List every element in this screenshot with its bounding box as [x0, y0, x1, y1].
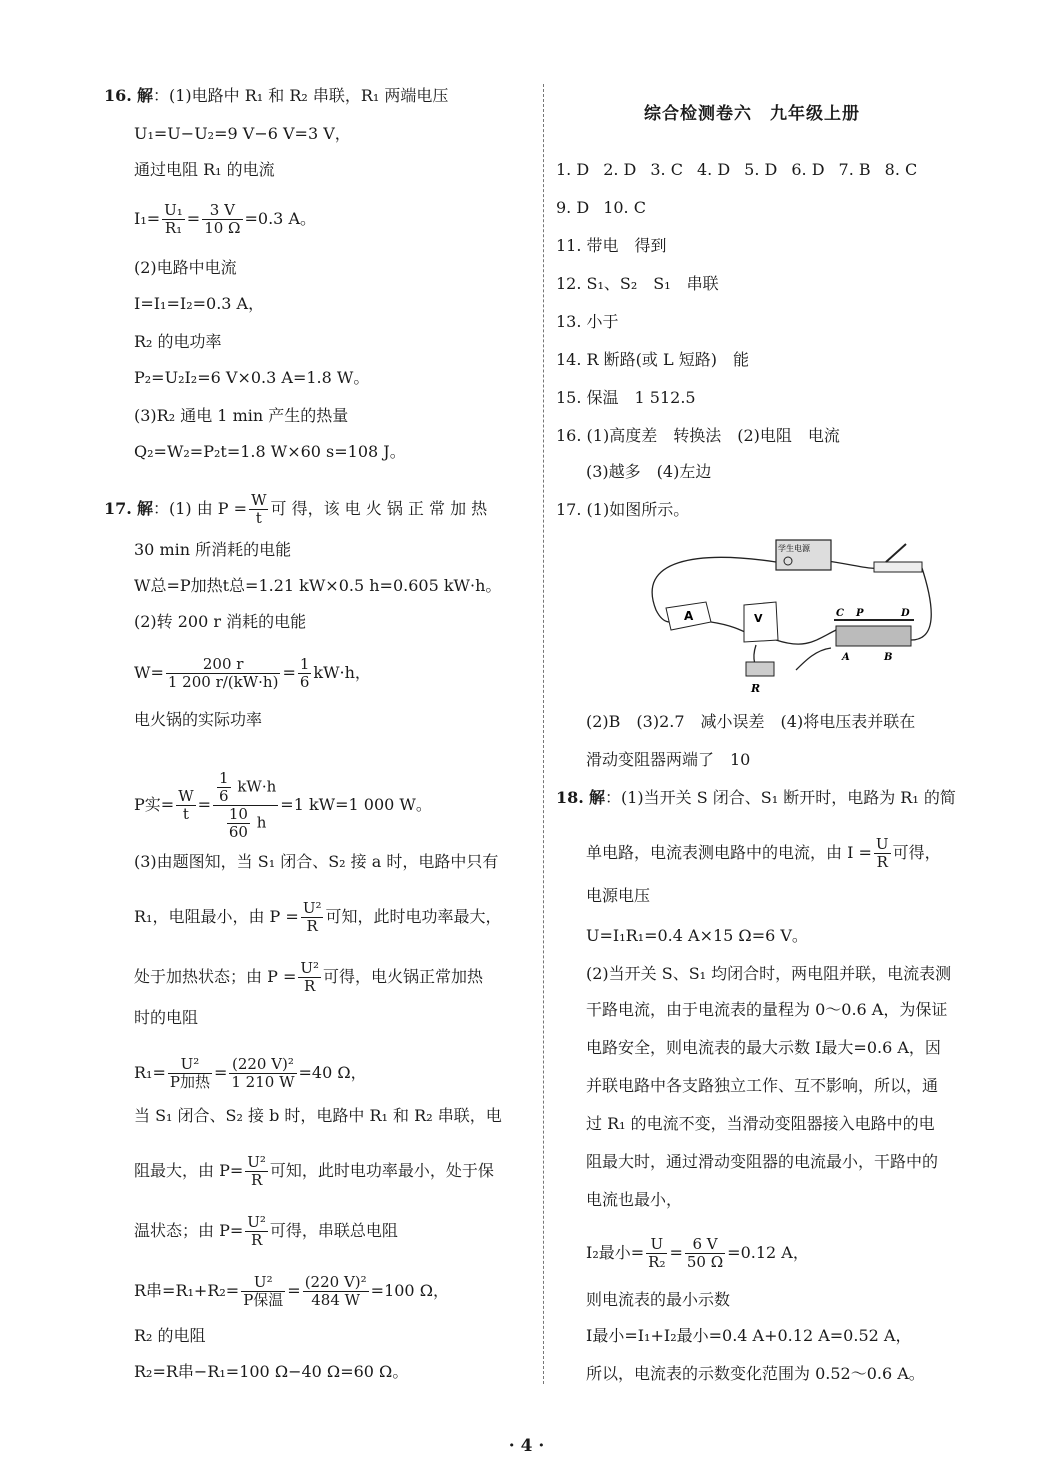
q18-line-5: (2)当开关 S、S₁ 均闭合时，两电阻并联，电流表测: [586, 964, 952, 983]
column-divider: [543, 84, 544, 1384]
wire-r-rheostat: [796, 648, 831, 670]
rheostat: [834, 608, 914, 663]
q16-line-2: U₁=U−U₂=9 V−6 V=3 V，: [134, 124, 351, 143]
fraction: $\frac{\text{U²}}{\text{P保温}}$: [243, 1273, 284, 1309]
q17-line-6: 电火锅的实际功率: [134, 710, 263, 729]
q18-line-14: I最小=I₁+I₂最小=0.4 A+0.12 A=0.52 A，: [586, 1326, 912, 1345]
q17-line-18: R₂=R串−R₁=100 Ω−40 Ω=60 Ω。: [134, 1362, 409, 1381]
answer-16-line-1: 16. (1)高度差 转换法 (2)电阻 电流: [556, 426, 840, 445]
q18-line-1: 18. 解：(1)当开关 S 闭合、S₁ 断开时，电路为 R₁ 的简: [556, 788, 956, 807]
answer-17-line-1: 17. (1)如图所示。: [556, 500, 690, 519]
q17-line-16: R串=R₁+R₂= $\frac{\text{U²}}{\text{P保温}}$ = $\frac{\text{(220 V)²}}{484 W}$ =100 Ω，: [134, 1273, 449, 1309]
fraction: $\frac{6 V}{50 \Omega}$: [686, 1235, 724, 1271]
q17-line-13: 当 S₁ 闭合、S₂ 接 b 时，电路中 R₁ 和 R₂ 串联，电: [134, 1106, 502, 1125]
fraction: $\frac{U}{R}$: [875, 835, 889, 871]
q17-line-12: R₁= $\frac{\text{U²}}{\text{P加热}}$ = $\frac{\text{(220 V)²}}{1 210 W}$ =40 Ω，: [134, 1055, 367, 1091]
svg-text:R: R: [751, 682, 761, 695]
q16-line-4: I₁= $\frac{\text{U₁}}{\text{R₁}}$ = $\frac{3 V}{10 \Omega}$ =0.3 A。: [134, 201, 316, 237]
q16-line-6: I=I₁=I₂=0.3 A，: [134, 294, 265, 313]
fraction: $\frac{W}{t}$: [178, 787, 194, 823]
q18-line-2: 单电路，电流表测电路中的电流，由 I = $\frac{U}{R}$ 可得，: [586, 835, 941, 871]
q17-line-8: (3)由题图知，当 S₁ 闭合、S₂ 接 a 时，电路中只有: [134, 852, 499, 871]
answer-12: 12. S₁、S₂ S₁ 串联: [556, 274, 719, 293]
q18-line-3: 电源电压: [586, 886, 651, 905]
svg-text:B: B: [884, 652, 893, 663]
fraction: $\frac{U}{\text{R₂}}$: [648, 1235, 666, 1271]
circuit-diagram: [636, 530, 936, 698]
svg-text:学生电源: 学生电源: [778, 544, 810, 553]
fraction: $\frac{1}{6}$: [299, 655, 310, 691]
power-supply: [776, 540, 831, 570]
fraction: $\frac{\text{(220 V)²}}{1 210 W}$: [231, 1055, 295, 1091]
q17-line-3: W总=P加热t总=1.21 kW×0.5 h=0.605 kW·h。: [134, 576, 502, 595]
q17-line-14: 阻最大，由 P= $\frac{\text{U²}}{R}$ 可知，此时电功率最小，处于保: [134, 1153, 494, 1189]
fraction: $\frac{\text{U₁}}{\text{R₁}}$: [164, 201, 183, 237]
q16-line-8: P₂=U₂I₂=6 V×0.3 A=1.8 W。: [134, 368, 370, 387]
q18-line-7: 电路安全，则电流表的最大示数 I最大=0.6 A，因: [586, 1038, 941, 1057]
fraction: $\frac{\text{U²}}{R}$: [247, 1213, 266, 1249]
voltmeter: [744, 602, 778, 642]
answer-11: 11. 带电 得到: [556, 236, 667, 255]
svg-text:P: P: [856, 608, 864, 619]
q17-line-1: 17. 解：(1) 由 P = $\frac{W}{t}$ 可 得，该 电 火 锅 正 常 加 热: [104, 491, 488, 527]
q18-line-15: 所以，电流表的示数变化范围为 0.52～0.6 A。: [586, 1364, 925, 1383]
q16-line-3: 通过电阻 R₁ 的电流: [134, 160, 275, 179]
fraction: $\frac{\text{U²}}{\text{P加热}}$: [169, 1055, 210, 1091]
q18-line-8: 并联电路中各支路独立工作、互不影响，所以，通: [586, 1076, 939, 1095]
q16-line-9: (3)R₂ 通电 1 min 产生的热量: [134, 406, 349, 425]
svg-text:C: C: [836, 608, 844, 619]
page-number: · 4 ·: [508, 1436, 545, 1456]
resistor: [746, 662, 774, 695]
q18-line-9: 过 R₁ 的电流不变，当滑动变阻器接入电路中的电: [586, 1114, 935, 1133]
answer-15: 15. 保温 1 512.5: [556, 388, 696, 407]
q17-line-15: 温状态；由 P= $\frac{\text{U²}}{R}$ 可得，串联总电阻: [134, 1213, 398, 1249]
ammeter: [666, 602, 711, 630]
q18-line-11: 电流也最小，: [586, 1190, 683, 1209]
q17-line-17: R₂ 的电阻: [134, 1326, 206, 1345]
q17-line-4: (2)转 200 r 消耗的电能: [134, 612, 307, 631]
wire-right: [911, 565, 931, 640]
svg-text:D: D: [901, 608, 910, 619]
q18-line-10: 阻最大时，通过滑动变阻器的电流最小，干路中的: [586, 1152, 939, 1171]
q18-line-12: I₂最小= $\frac{U}{\text{R₂}}$ = $\frac{6 V}{50 \Omega}$ =0.12 A，: [586, 1235, 809, 1271]
answer-17-line-3: 滑动变阻器两端了 10: [586, 750, 751, 769]
switch: [874, 544, 922, 572]
q17-line-5: W= $\frac{200 r}{1 200 r/(kW\cdot h)}$ = $\frac{1}{6}$ kW·h，: [134, 655, 371, 691]
wire-v-rheostat: [776, 630, 836, 644]
q17-line-10: 处于加热状态；由 P = $\frac{\text{U²}}{R}$ 可得，电火锅正常加热: [134, 959, 484, 995]
fraction: $\frac{3 V}{10 \Omega}$: [204, 201, 241, 237]
q17-line-9: R₁，电阻最小，由 P = $\frac{\text{U²}}{R}$ 可知，此时电功率最大，: [134, 899, 502, 935]
q17-line-7: P实= $\frac{W}{t}$ = $\frac{1}{6}$ kW·h $\frac{10}{60}$ h =1 kW=1 000 W。: [134, 769, 432, 841]
answer-17-line-2: (2)B (3)2.7 减小误差 (4)将电压表并联在: [586, 712, 916, 731]
q18-line-4: U=I₁R₁=0.4 A×15 Ω=6 V。: [586, 926, 808, 945]
fraction: $\frac{200 r}{1 200 r/(kW\cdot h)}$: [167, 655, 279, 691]
answer-14: 14. R 断路(或 L 短路) 能: [556, 350, 749, 369]
q17-line-11: 时的电阻: [134, 1008, 199, 1027]
answer-13: 13. 小于: [556, 312, 619, 331]
q17-line-2: 30 min 所消耗的电能: [134, 540, 292, 559]
q18-line-13: 则电流表的最小示数: [586, 1290, 731, 1309]
svg-text:A: A: [842, 652, 850, 663]
fraction: $\frac{\text{U²}}{R}$: [300, 959, 320, 995]
svg-text:A: A: [684, 609, 694, 623]
fraction: $\frac{\text{(220 V)²}}{484 W}$: [304, 1273, 367, 1309]
q16-line-10: Q₂=W₂=P₂t=1.8 W×60 s=108 J。: [134, 442, 406, 461]
answer-16-line-2: (3)越多 (4)左边: [586, 462, 712, 481]
q16-line-5: (2)电路中电流: [134, 258, 237, 277]
fraction: $\frac{\text{U²}}{R}$: [247, 1153, 266, 1189]
q16-line-1: 16. 解：(1)电路中 R₁ 和 R₂ 串联，R₁ 两端电压: [104, 86, 449, 105]
svg-text:V: V: [754, 612, 763, 625]
fraction: $\frac{W}{t}$: [251, 491, 267, 527]
fraction: $\frac{\text{U²}}{R}$: [302, 899, 322, 935]
multiple-choice-row-1: 1. D 2. D 3. C 4. D 5. D 6. D 7. B 8. C: [556, 160, 918, 179]
q16-line-7: R₂ 的电功率: [134, 332, 222, 351]
multiple-choice-row-2: 9. D 10. C: [556, 198, 646, 217]
section-title: 综合检测卷六 九年级上册: [644, 104, 860, 124]
q18-line-6: 干路电流，由于电流表的量程为 0～0.6 A，为保证: [586, 1000, 948, 1019]
compound-fraction: $\frac{1}{6}$ kW·h $\frac{10}{60}$ h: [213, 770, 278, 841]
